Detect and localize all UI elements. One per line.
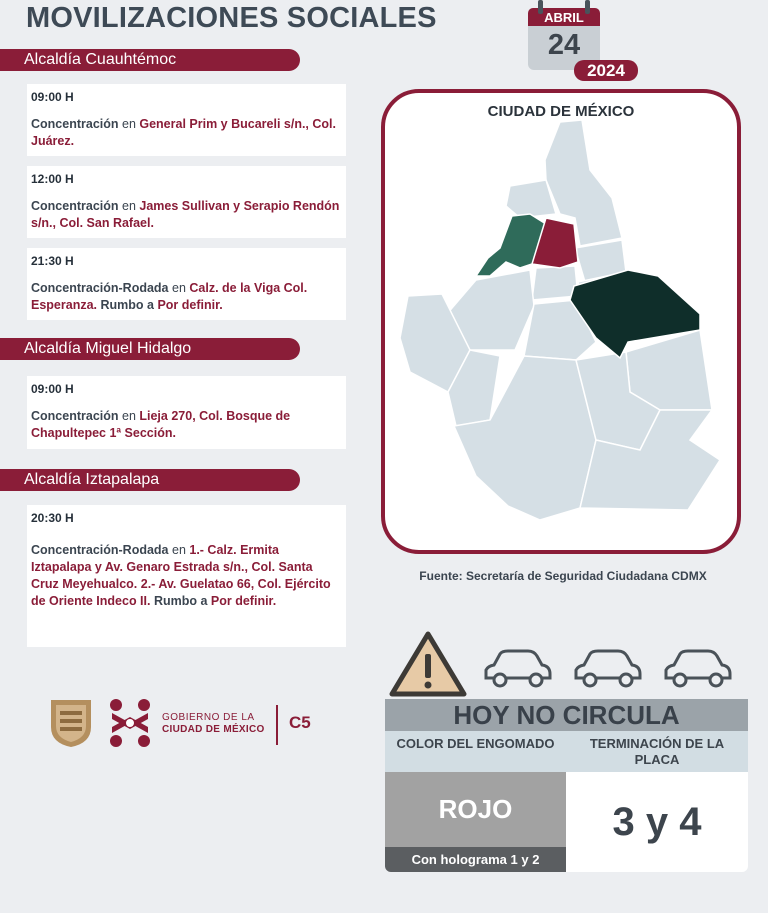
calendar-year: 2024 [587,61,625,80]
event-type: Concentración-Rodada [31,543,169,557]
event-route: Por definir. [210,594,277,608]
page-title: MOVILIZACIONES SOCIALES [26,2,437,34]
event-card [27,84,346,156]
event-location: 1.- Calz. Ermita Iztapalapa y Av. Genaro Estrada s/n., Col. Santa Cruz Meyehualco. 2.- Av. Guelatao 66, Col. Ejército de Oriente Indeco II. [31,543,331,608]
event-type: Concentración-Rodada [31,281,169,295]
event-connector: en [118,199,140,213]
event-time: 21:30 H [31,254,74,268]
event-description [31,280,342,314]
event-route-prefix: Rumbo a [97,298,158,312]
engomado-color: ROJO [385,772,566,847]
event-description [31,198,342,232]
section-header-cuauhtemoc: Alcaldía Cuauhtémoc [0,49,300,71]
gov-line-1: GOBIERNO DE LA [162,712,255,723]
car-icon [662,648,734,690]
hologram-note: Con holograma 1 y 2 [385,847,566,872]
calendar-day: 24 [547,29,581,61]
event-connector: en [168,543,190,557]
event-connector: en [118,409,140,423]
event-type: Concentración [31,199,119,213]
event-description [31,542,342,610]
event-type: Concentración [31,409,119,423]
event-location: Calz. de la Viga Col. Esperanza. [31,281,308,312]
hoy-no-circula-title: HOY NO CIRCULA [385,699,748,731]
event-location: James Sullivan y Serapio Rendón s/n., Col. San Rafael. [31,199,340,230]
gov-line-2: CIUDAD DE MÉXICO [162,724,265,735]
event-location: General Prim y Bucareli s/n., Col. Juárez. [31,117,336,148]
event-connector: en [168,281,190,295]
warning-icon [388,630,468,698]
calendar-month: ABRIL [544,10,584,25]
event-time: 12:00 H [31,172,74,186]
event-type: Concentración [31,117,119,131]
calendar-badge [524,0,640,84]
c5-logo: C5 [289,713,311,732]
car-icon [572,648,644,690]
map-title: CIUDAD DE MÉXICO [487,103,635,120]
color-engomado-header: COLOR DEL ENGOMADO [385,731,566,772]
section-header-iztapalapa: Alcaldía Iztapalapa [0,469,300,491]
event-description [31,408,342,442]
footer-logos [48,695,328,755]
event-time: 20:30 H [31,511,74,525]
event-card [27,505,346,647]
event-route-prefix: Rumbo a [150,594,211,608]
event-description [31,116,342,150]
event-card [27,376,346,449]
car-icon [482,648,554,690]
event-route: Por definir. [157,298,223,312]
cdmx-logo-icon [106,695,154,751]
event-card [27,166,346,238]
event-location: Lieja 270, Col. Bosque de Chapultepec 1ª Sección. [31,409,291,440]
plate-endings: 3 y 4 [566,772,748,872]
event-time: 09:00 H [31,90,74,104]
event-connector: en [118,117,140,131]
terminacion-placa-header: TERMINACIÓN DE LA PLACA [566,731,748,772]
coat-of-arms-icon [48,697,94,749]
logo-divider [276,705,278,745]
map-frame [381,89,741,554]
event-time: 09:00 H [31,382,74,396]
section-header-miguel-hidalgo: Alcaldía Miguel Hidalgo [0,338,300,360]
event-card [27,248,346,320]
map-source: Fuente: Secretaría de Seguridad Ciudadana CDMX [419,569,707,583]
